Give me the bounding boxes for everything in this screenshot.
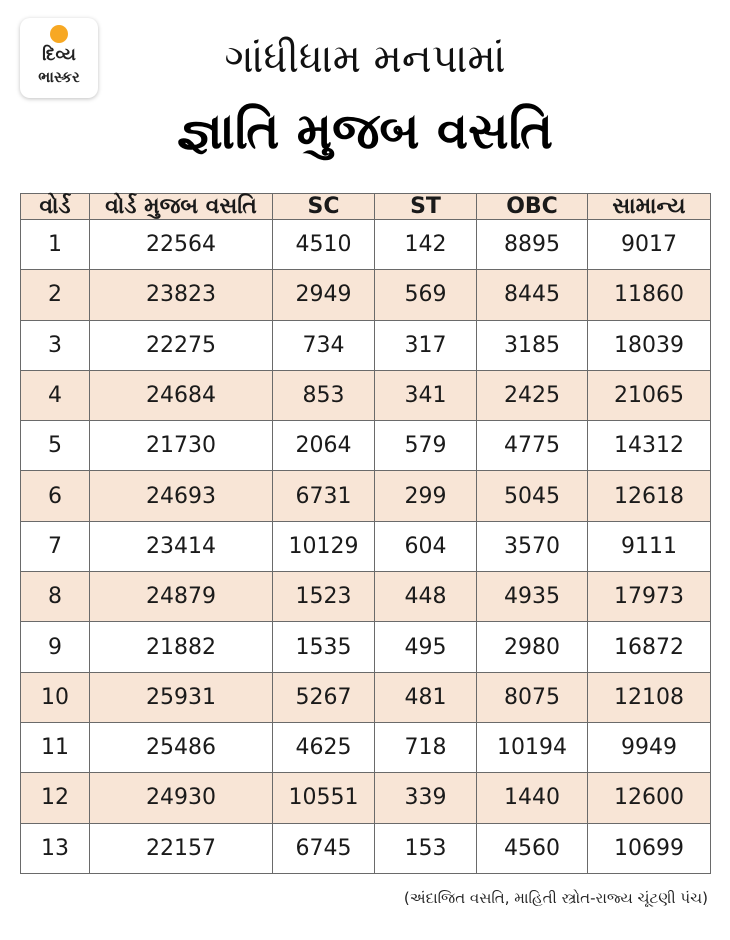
ward-population-table [20,193,711,874]
source-footnote: (અંદાજિત વસતિ, માહિતી સ્ત્રોત-રાજ્ય ચૂંટણી પંચ) [403,889,708,907]
table-cell: 25486 [90,722,273,772]
table-row [21,823,711,873]
table-cell: 5045 [477,471,588,521]
table-cell: 24693 [90,471,273,521]
table-cell: 12108 [588,672,711,722]
table-row [21,672,711,722]
table-cell: 8075 [477,672,588,722]
table-cell: 5267 [273,672,375,722]
table-cell: 6 [21,471,90,521]
table-cell: 9949 [588,722,711,772]
table-row [21,572,711,622]
table-cell: 25931 [90,672,273,722]
table-cell: 22157 [90,823,273,873]
table-cell: 481 [375,672,477,722]
table-cell: 579 [375,421,477,471]
table-cell: 8445 [477,270,588,320]
table-cell: 718 [375,722,477,772]
table-cell: 4560 [477,823,588,873]
table-cell: 1 [21,220,90,270]
table-row [21,722,711,772]
table-cell: 21065 [588,370,711,420]
table-cell: 142 [375,220,477,270]
table-cell: 8 [21,572,90,622]
column-header: વોર્ડ મુજબ વસતિ [90,194,273,220]
table-cell: 3 [21,320,90,370]
table-cell: 11860 [588,270,711,320]
table-cell: 3570 [477,521,588,571]
table-cell: 9 [21,622,90,672]
table-cell: 341 [375,370,477,420]
table-cell: 22275 [90,320,273,370]
table-header-row [21,194,711,220]
table-cell: 10699 [588,823,711,873]
column-header: સામાન્ય [588,194,711,220]
table-cell: 23823 [90,270,273,320]
table-row [21,471,711,521]
table-cell: 16872 [588,622,711,672]
table-cell: 10551 [273,773,375,823]
table-cell: 448 [375,572,477,622]
table-cell: 853 [273,370,375,420]
table-cell: 339 [375,773,477,823]
table-cell: 24684 [90,370,273,420]
table-cell: 10194 [477,722,588,772]
column-header: OBC [477,194,588,220]
table-cell: 299 [375,471,477,521]
table-row [21,270,711,320]
logo-text-line1: દિવ્ય [42,45,76,65]
table-cell: 4775 [477,421,588,471]
table-cell: 7 [21,521,90,571]
table-cell: 153 [375,823,477,873]
table-cell: 495 [375,622,477,672]
table-cell: 12600 [588,773,711,823]
column-header: વોર્ડ [21,194,90,220]
table-cell: 6745 [273,823,375,873]
table-cell: 317 [375,320,477,370]
table-row [21,370,711,420]
table-cell: 2064 [273,421,375,471]
table-cell: 4625 [273,722,375,772]
table-cell: 2425 [477,370,588,420]
table-cell: 1523 [273,572,375,622]
table-row [21,220,711,270]
table-row [21,320,711,370]
table-cell: 17973 [588,572,711,622]
table-cell: 13 [21,823,90,873]
table-cell: 2980 [477,622,588,672]
table-cell: 9111 [588,521,711,571]
table-cell: 3185 [477,320,588,370]
table-row [21,773,711,823]
table-cell: 4 [21,370,90,420]
table-cell: 569 [375,270,477,320]
table-cell: 11 [21,722,90,772]
table-cell: 2 [21,270,90,320]
table-cell: 12618 [588,471,711,521]
table-cell: 4935 [477,572,588,622]
table-cell: 2949 [273,270,375,320]
column-header: ST [375,194,477,220]
table-cell: 21882 [90,622,273,672]
table-cell: 8895 [477,220,588,270]
logo-text-line2: ભાસ્કર [38,68,80,86]
table-cell: 5 [21,421,90,471]
table-cell: 10129 [273,521,375,571]
table-row [21,622,711,672]
table-row [21,521,711,571]
column-header: SC [273,194,375,220]
table-cell: 24930 [90,773,273,823]
table-cell: 14312 [588,421,711,471]
table-cell: 734 [273,320,375,370]
table-cell: 22564 [90,220,273,270]
table-cell: 18039 [588,320,711,370]
table-cell: 604 [375,521,477,571]
table-cell: 1535 [273,622,375,672]
table-cell: 9017 [588,220,711,270]
page-title-line2: જ્ઞાતિ મુજબ વસતિ [176,102,554,160]
table-body [21,220,711,874]
table-cell: 12 [21,773,90,823]
table-row [21,421,711,471]
page-title-line1: ગાંધીધામ મનપામાં [224,36,506,82]
table-cell: 6731 [273,471,375,521]
table-cell: 23414 [90,521,273,571]
table-cell: 24879 [90,572,273,622]
table-cell: 10 [21,672,90,722]
table-cell: 4510 [273,220,375,270]
table-cell: 1440 [477,773,588,823]
table-cell: 21730 [90,421,273,471]
